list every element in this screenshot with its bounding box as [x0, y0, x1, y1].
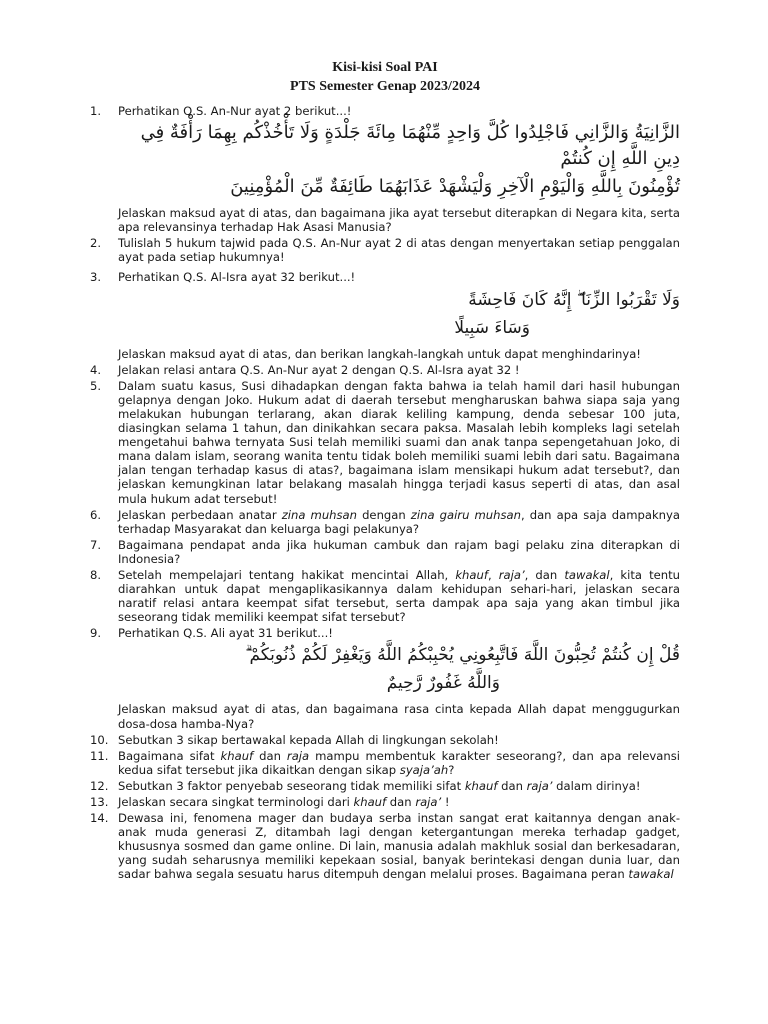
arabic-verse-line: الزَّانِيَةُ وَالزَّانِي فَاجْلِدُوا كُلَّ وَاحِدٍ مِّنْهُمَا مِائَةَ جَلْدَةٍ وَلَا تَأْخُذْكُم بِهِمَا رَأْفَةٌ فِي دِينِ اللَّهِ إِن كُنتُمْ	[140, 122, 680, 170]
question-number: 2.	[90, 236, 102, 251]
document-subtitle: PTS Semester Genap 2023/2024	[290, 79, 480, 94]
question-number: 13.	[90, 795, 109, 809]
question-text: Jelaskan secara singkat terminologi dari khauf dan raja’ !	[118, 795, 450, 809]
question-number: 11.	[90, 748, 109, 763]
question-text: Bagaimana sifat khauf dan raja mampu membentuk karakter seseorang?, dan apa relevansi kedua sifat tersebut jika dikaitkan dengan sikap syaja’ah?	[118, 748, 680, 777]
question-text: Jelaskan maksud ayat di atas, dan bagaimana jika ayat tersebut diterapkan di Negara kita, serta apa relevansinya terhadap Hak Asasi Manusia?	[118, 206, 680, 235]
term-italic: raja’	[415, 795, 442, 809]
question-intro: Perhatikan Q.S. Ali ayat 31 berikut...!	[118, 626, 333, 641]
question-text: Jelakan relasi antara Q.S. An-Nur ayat 2 dengan Q.S. Al-Isra ayat 32 !	[118, 362, 520, 377]
term-italic: raja’	[498, 567, 525, 582]
question-text: Setelah mempelajari tentang hakikat mencintai Allah, khauf, raja’, dan tawakal, kita tentu diarahkan untuk dapat mengaplikasikannya dalam kehidupan sehari-hari, jelaskan secara naratif relasi antara keempat sifat tersebut, serta dampak apa saja yang akan timbul jika seseorang tidak memiliki keempat sifat tersebut?	[118, 567, 681, 625]
question-intro: Perhatikan Q.S. An-Nur ayat 2 berikut...!	[118, 104, 352, 118]
term-italic: zina gairu muhsan	[410, 507, 521, 522]
question-2	[90, 236, 680, 264]
question-text: Jelaskan maksud ayat di atas, dan bagaimana rasa cinta kepada Allah dapat menggugurkan dosa-dosa hamba-Nya?	[118, 702, 680, 731]
question-3	[90, 270, 680, 360]
question-text: Tulislah 5 hukum tajwid pada Q.S. An-Nur ayat 2 di atas dengan menyertakan setiap penggalan ayat pada setiap hukumnya!	[118, 236, 680, 265]
question-number: 5.	[90, 378, 102, 393]
question-6	[90, 508, 680, 536]
question-number: 10.	[90, 732, 109, 747]
question-12	[90, 779, 680, 793]
arabic-verse-line: وَاللَّهُ غَفُورٌ رَّحِيمٌ	[386, 673, 500, 694]
term-italic: khauf	[455, 567, 488, 582]
term-italic: khauf	[353, 795, 387, 809]
question-intro: Perhatikan Q.S. Al-Isra ayat 32 berikut...!	[118, 270, 356, 285]
term-italic: raja’	[526, 778, 553, 793]
document-title: Kisi-kisi Soal PAI	[332, 60, 438, 75]
question-text: Dewasa ini, fenomena mager dan budaya serba instan sangat erat kaitannya dengan anak- anak muda generasi Z, ditambah lagi dengan ketergantungan mereka terhadap gadget, khususnya sosmed dan game online. Di lain, manusia adalah makhluk sosial dan berkesadaran, yang sudah seharusnya memiliki kepekaan sosial, banyak berintekasi dengan dunia luar, dan sadar bahwa segala sesuatu harus ditempuh dengan melalui proses. Bagaimana peran tawakal	[118, 811, 680, 882]
question-number: 9.	[90, 626, 102, 641]
question-5	[90, 379, 680, 506]
term-italic: khauf	[464, 778, 498, 793]
term-italic: tawakal	[628, 867, 674, 882]
question-number: 14.	[90, 811, 109, 826]
question-number: 1.	[90, 104, 102, 118]
question-4	[90, 363, 680, 377]
question-11	[90, 749, 680, 777]
question-text: Jelaskan perbedaan anatar zina muhsan dengan zina gairu muhsan, dan apa saja dampaknya terhadap Masyarakat dan keluarga bagi pelakunya?	[118, 507, 680, 536]
question-number: 6.	[90, 507, 102, 522]
question-number: 3.	[90, 270, 102, 285]
arabic-verse-line: تُؤْمِنُونَ بِاللَّهِ وَالْيَوْمِ الْآخِرِ وَلْيَشْهَدْ عَذَابَهُمَا طَائِفَةٌ مِّنَ الْمُؤْمِنِينَ	[230, 176, 680, 198]
question-text: Sebutkan 3 sikap bertawakal kepada Allah di lingkungan sekolah!	[118, 732, 499, 747]
question-1	[90, 104, 680, 234]
question-text: Sebutkan 3 faktor penyebab seseorang tidak memiliki sifat khauf dan raja’ dalam dirinya!	[118, 778, 641, 793]
term-italic: tawakal	[564, 567, 610, 582]
term-italic: khauf	[220, 748, 254, 763]
question-text: Jelaskan maksud ayat di atas, dan berikan langkah-langkah untuk dapat menghindarinya!	[118, 346, 641, 361]
question-text: Bagaimana pendapat anda jika hukuman cambuk dan rajam bagi pelaku zina diterapkan di Indonesia?	[118, 537, 680, 566]
arabic-verse-line: وَسَاءَ سَبِيلًا	[454, 317, 530, 338]
term-italic: syaja’ah	[399, 762, 449, 777]
question-number: 4.	[90, 362, 102, 377]
question-text: Dalam suatu kasus, Susi dihadapkan dengan fakta bahwa ia telah hamil dari hasil hubungan gelapnya dengan Joko. Hukum adat di daerah tersebut mengharuskan bahwa siapa saja yang melakukan hubungan terlarang, akan diarak keliling kampung, denda sebesar 100 juta, diasingkan selama 1 tahun, dan dinikahkan secara paksa. Masalah lebih kompleks lagi setelah mengetahui bahwa ternyata Susi telah memiliki suami dan anak tanpa sepengetahuan Joko, di mana dalam islam, seorang wanita tentu tidak boleh memiliki suami lebih dari satu. Bagaimana jalan tengan terhadap kasus di atas?, bagaimana islam mensikapi hukum adat tersebut?, dan jelaskan kemungkinan latar belakang masalah hingga terjadi kasus seperti di atas, dan asal mula hukum adat tersebut!	[118, 378, 680, 506]
question-number: 8.	[90, 567, 102, 582]
question-7	[90, 538, 680, 566]
question-9	[90, 626, 680, 730]
question-list	[90, 104, 680, 882]
term-italic: raja	[286, 748, 310, 763]
arabic-verse-line: قُلْ إِن كُنتُمْ تُحِبُّونَ اللَّهَ فَاتَّبِعُونِي يُحْبِبْكُمُ اللَّهُ وَيَغْفِرْ لَكُمْ ذُنُوبَكُمْ ۗ	[245, 645, 680, 666]
question-number: 12.	[90, 778, 109, 793]
arabic-verse-line: وَلَا تَقْرَبُوا الزِّنَا ۖ إِنَّهُ كَانَ فَاحِشَةً	[468, 289, 680, 310]
question-number: 7.	[90, 537, 102, 552]
question-13	[90, 795, 680, 809]
question-10	[90, 733, 680, 747]
term-italic: zina muhsan	[281, 507, 358, 522]
question-8	[90, 568, 680, 624]
question-14	[90, 811, 680, 881]
